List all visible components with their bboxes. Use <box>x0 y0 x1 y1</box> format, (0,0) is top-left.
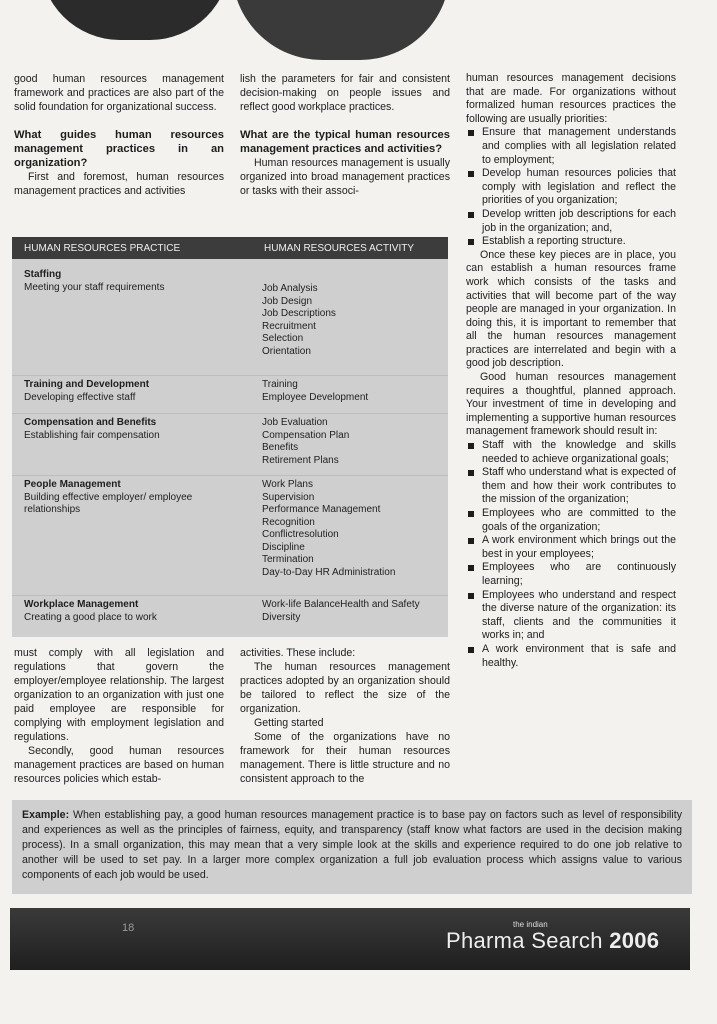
practice-description: Developing effective staff <box>24 391 136 403</box>
table-header <box>12 237 448 259</box>
practice-title: Training and Development <box>24 379 150 390</box>
column-3 <box>466 72 676 670</box>
table-row <box>12 595 448 638</box>
list-item: A work environment that is safe and healthy. <box>466 643 676 670</box>
paragraph: lish the parameters for fair and consistent decision-making on people issues and reflect good workplace practices. <box>240 73 450 113</box>
list-item: Employees who are continuously learning; <box>466 561 676 588</box>
practice-title: People Management <box>24 479 121 490</box>
activity-list: Work Plans Supervision Performance Management Recognition Conflictresolution Discipline Termination Day-to-Day HR Administration <box>262 479 396 578</box>
practice-title: Staffing <box>24 269 62 280</box>
paragraph: Once these key pieces are in place, you can establish a human resources frame work which consists of the tasks and activities that will become part of the way people are managed in your organization. In doing this, it is important to remember that all the human resources management practices are interrelated and begin with a good job description. <box>466 248 676 370</box>
hr-practices-table <box>12 237 448 637</box>
column-2-bottom <box>240 646 450 786</box>
list-item: Employees who understand and respect the diverse nature of the organization: its staff, clients and the communities it works in; and <box>466 589 676 643</box>
column-1-top <box>14 72 224 198</box>
activity-list: Training Employee Development <box>262 379 369 403</box>
list-item: Staff with the knowledge and skills needed to achieve organizational goals; <box>466 439 676 466</box>
paragraph: good human resources management framework and practices are also part of the solid foundation for organizational success. <box>14 73 224 113</box>
practice-title: Compensation and Benefits <box>24 417 157 428</box>
decorative-shape <box>232 0 450 60</box>
list-item: Employees who are committed to the goals of the organization; <box>466 507 676 534</box>
example-box <box>12 800 692 894</box>
activity-list: Work-life BalanceHealth and Safety Diversity <box>262 599 420 623</box>
list-item: A work environment which brings out the best in your employees; <box>466 534 676 561</box>
paragraph: Human resources management is usually organized into broad management practices or tasks with their associ- <box>240 157 450 197</box>
decorative-shape <box>40 0 230 40</box>
column-header-activity: HUMAN RESOURCES ACTIVITY <box>264 243 415 254</box>
brand-tagline: the indian <box>513 920 548 929</box>
example-body: When establishing pay, a good human resources management practice is to base pay on factors such as level of responsibility and experiences as well as the principles of fairness, equity, and transparency (staff know what factors are used in the decision making process). In a small organization, this may mean that a very simple look at the skills and experience required to do one job relative to another will be used to set pay. In a larger more complex organization a full job evaluation process which assigns value to various components of each job would be used. <box>22 809 682 881</box>
brand-name <box>446 928 659 954</box>
paragraph: First and foremost, human resources management practices and activities <box>14 171 224 197</box>
example-label: Example: <box>22 809 70 821</box>
brand-main: Pharma Search <box>446 928 603 953</box>
section-heading: What are the typical human resources management practices and activities? <box>240 129 450 155</box>
example-text <box>22 808 682 883</box>
practice-description: Creating a good place to work <box>24 611 157 623</box>
list-item: Develop human resources policies that comply with legislation and reflect the priorities of you organization; <box>466 167 676 208</box>
results-list <box>466 439 676 670</box>
practice-description: Meeting your staff requirements <box>24 281 165 293</box>
paragraph: must comply with all legislation and regulations that govern the employer/employee relationship. The largest organization to an organization with just one paid employee are responsible for complying with employment legislation and regulations. <box>14 647 224 743</box>
priority-list <box>466 126 676 248</box>
paragraph: Some of the organizations have no framework for their human resources management. There is little structure and no consistent approach to the <box>240 731 450 785</box>
table-row <box>12 413 448 474</box>
paragraph: The human resources management practices adopted by an organization should be tailored to reflect the size of the organization. <box>240 661 450 715</box>
list-item: Establish a reporting structure. <box>466 235 676 249</box>
list-item: Develop written job descriptions for each job in the organization; and, <box>466 208 676 235</box>
practice-title: Workplace Management <box>24 599 139 610</box>
paragraph: activities. These include: <box>240 647 356 659</box>
page-number: 18 <box>122 922 135 934</box>
table-row <box>12 267 448 377</box>
activity-list: Job Analysis Job Design Job Descriptions Recruitment Selection Orientation <box>262 283 336 357</box>
list-item: Staff who understand what is expected of them and how their work contributes to the mission of the organization; <box>466 466 676 507</box>
brand-year: 2006 <box>609 928 660 953</box>
column-1-bottom <box>14 646 224 786</box>
table-row <box>12 475 448 592</box>
practice-description: Building effective employer/ employee relationships <box>24 491 193 515</box>
page-footer <box>10 908 690 970</box>
paragraph: human resources management decisions that are made. For organizations without formalized human resources practices the following are usually priorities: <box>466 72 676 125</box>
practice-description: Establishing fair compensation <box>24 429 160 441</box>
subheading: Getting started <box>254 717 324 729</box>
paragraph: Good human resources management requires a thoughtful, planned approach. Your investment of time in developing and implementing a supportive human resources management framework should result in: <box>466 371 676 438</box>
section-heading: What guides human resources management practices in an organization? <box>14 129 224 169</box>
list-item: Ensure that management understands and complies with all legislation related to employment; <box>466 126 676 167</box>
column-2-top <box>240 72 450 198</box>
paragraph: Secondly, good human resources management practices are based on human resources policies which estab- <box>14 745 224 785</box>
activity-list: Job Evaluation Compensation Plan Benefits Retirement Plans <box>262 417 350 466</box>
column-header-practice: HUMAN RESOURCES PRACTICE <box>24 243 181 254</box>
table-row <box>12 375 448 414</box>
